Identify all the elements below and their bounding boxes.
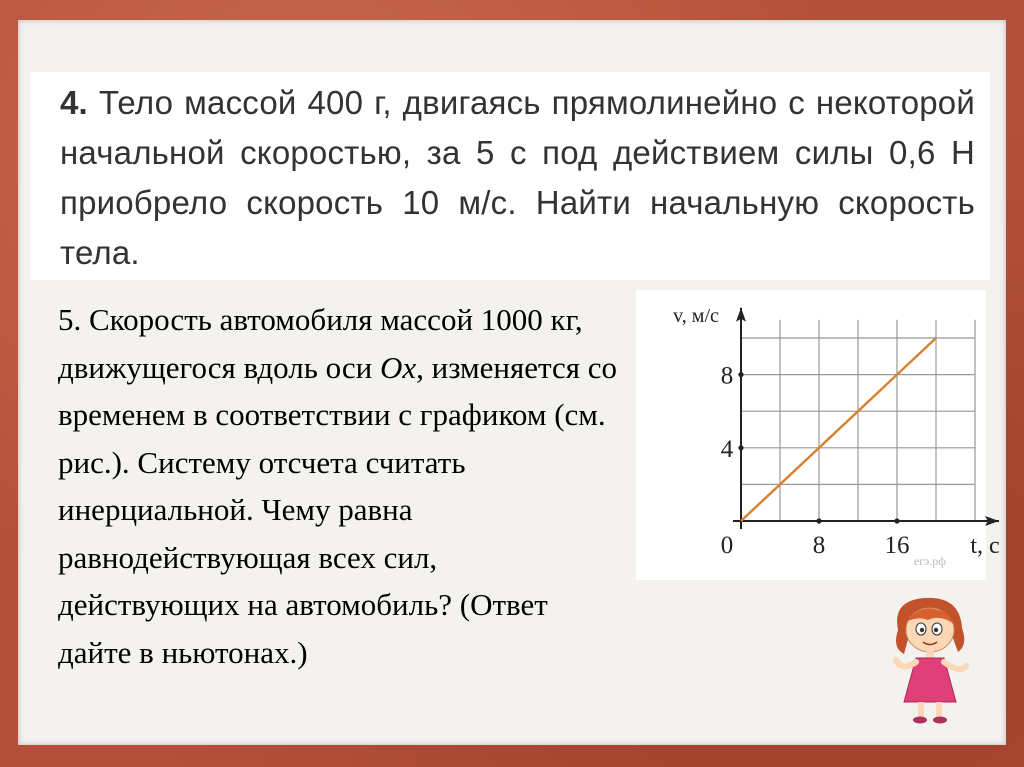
x-tick-label: 0 (720, 532, 734, 559)
task4-number: 4. (60, 84, 88, 121)
task4-body: Тело массой 400 г, двигаясь прямолинейно с некоторой начальной скоростью, за 5 с под действием силы 0,6 Н приобрело скорость 10 м/с. Найти начальную скорость тела. (60, 84, 975, 271)
x-tick-label: 16 (884, 532, 910, 559)
task5-part2: , изменяется со временем в соответствии с графиком (см. рис.). Систему отсчета считать инерциальной. Чему равна равнодействующая всех сил, действующих на автомобиль? (Ответ дайте в ньютонах.) (58, 349, 617, 670)
chart-series (741, 338, 936, 521)
velocity-chart-container (636, 290, 1000, 580)
y-tick-label: 8 (720, 362, 734, 390)
task5-text (58, 296, 618, 676)
task5-axis-name: Ox (380, 349, 417, 385)
chart-axes (733, 308, 999, 529)
x-tick-dot (816, 518, 821, 523)
velocity-time-chart (636, 290, 1000, 580)
task5-part1: 5. Скорость автомобиля массой 1000 кг, движущегося вдоль оси (58, 302, 583, 385)
y-tick-dot (738, 445, 743, 450)
y-tick-label: 4 (720, 435, 734, 463)
y-axis-label: v, м/с (673, 305, 719, 327)
velocity-line (741, 338, 936, 521)
task4-text (60, 78, 975, 278)
x-axis-label: t, c (970, 533, 1000, 559)
chart-labels (673, 305, 1000, 568)
x-tick-label: 8 (812, 532, 826, 559)
x-tick-dot (894, 518, 899, 523)
chart-grid (741, 320, 975, 521)
girl-cartoon-icon (880, 590, 980, 725)
watermark-label: егэ.рф (913, 554, 947, 568)
y-tick-dot (738, 372, 743, 377)
